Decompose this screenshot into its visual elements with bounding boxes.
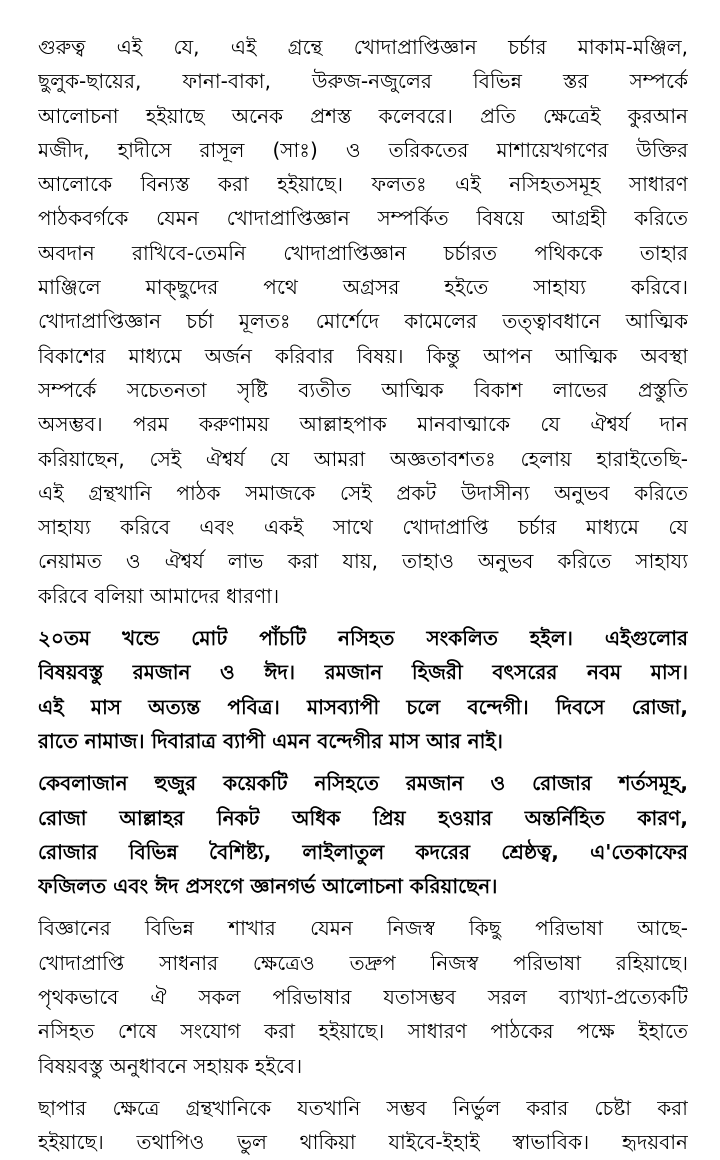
text-line: ছুলুক-ছায়ের, ফানা-বাকা, উরুজ-নজুলের বিভিন্ন স্তর সম্পর্কে <box>38 69 688 94</box>
text-line: খোদাপ্রাপ্তিজ্ঞান চর্চা মূলতঃ মোর্শেদে কামেলের তত্ত্বাবধানে আত্মিক <box>38 309 688 334</box>
text-line: অবদান রাখিবে-তেমনি খোদাপ্রাপ্তিজ্ঞান চর্চারত পথিককে তাহার <box>38 240 688 265</box>
document-page <box>38 30 688 1155</box>
text-line: মাঞ্জিলে মাক্ছুদের পথে অগ্রসর হইতে সাহায্য করিবে। <box>38 275 688 300</box>
text-line: সাহায্য করিবে এবং একই সাথে খোদাপ্রাপ্তি চর্চার মাধ্যমে যে <box>38 515 688 540</box>
text-line: গুরুত্ব এই যে, এই গ্রন্থে খোদাপ্রাপ্তিজ্ঞান চর্চার মাকাম-মঞ্জিল, <box>38 35 688 59</box>
text-line: ২০তম খন্ডে মোট পাঁচটি নসিহত সংকলিত হইল। এইগুলোর <box>38 626 688 651</box>
text-line: অসম্ভব। পরম করুণাময় আল্লাহপাক মানবাত্মাকে যে ঐশ্বর্য দান <box>38 412 688 437</box>
text-line: আলোকে বিন্যস্ত করা হইয়াছে। ফলতঃ এই নসিহতসমূহ সাধারণ <box>38 172 688 197</box>
text-line: করিয়াছেন, সেই ঐশ্বর্য যে আমরা অজ্ঞতাবশতঃ হেলায় হারাইতেছি- <box>38 446 688 471</box>
text-line: রাতে নামাজ। দিবারাত্র ব্যাপী এমন বন্দেগীর মাস আর নাই। <box>38 728 503 753</box>
text-line: রোজা আল্লাহর নিকট অধিক প্রিয় হওয়ার অন্তর্নিহিত কারণ, <box>38 805 688 830</box>
text-line: বিষয়বস্তু রমজান ও ঈদ। রমজান হিজরী বৎসরের নবম মাস। <box>38 660 688 685</box>
text-line: এই মাস অত্যন্ত পবিত্র। মাসব্যাপী চলে বন্দেগী। দিবসে রোজা, <box>38 694 688 719</box>
text-line: সম্পর্কে সচেতনতা সৃষ্টি ব্যতীত আত্মিক বিকাশ লাভের প্রস্তুতি <box>38 377 688 402</box>
text-line: বিকাশের মাধ্যমে অর্জন করিবার বিষয়। কিন্তু আপন আত্মিক অবস্থা <box>38 343 688 368</box>
text-line: খোদাপ্রাপ্তি সাধনার ক্ষেত্রেও তদ্রুপ নিজস্ব পরিভাষা রহিয়াছে। <box>38 950 688 975</box>
text-line: ফজিলত এবং ঈদ প্রসংগে জ্ঞানগর্ভ আলোচনা করিয়াছেন। <box>38 874 498 899</box>
text-line: আলোচনা হইয়াছে অনেক প্রশস্ত কলেবরে। প্রতি ক্ষেত্রেই কুরআন <box>38 103 688 128</box>
paragraph-ramadan-topics <box>38 766 688 903</box>
text-line: মজীদ, হাদীসে রাসূল (সাঃ) ও তরিকতের মাশায়েখগণের উক্তির <box>38 137 688 162</box>
text-line: নেয়ামত ও ঐশ্বর্য লাভ করা যায়, তাহাও অনুভব করিতে সাহায্য <box>38 549 688 574</box>
paragraph-terminology <box>38 911 688 1082</box>
paragraph-printing-note <box>38 1091 688 1160</box>
paragraph-intro <box>38 30 688 613</box>
text-line: নসিহত শেষে সংযোগ করা হইয়াছে। সাধারণ পাঠকের পক্ষে ইহাতে <box>38 1019 688 1044</box>
text-line: করিবে বলিয়া আমাদের ধারণা। <box>38 583 280 608</box>
text-line: ছাপার ক্ষেত্রে গ্রন্থখানিকে যতখানি সম্ভব নির্ভুল করার চেষ্টা করা <box>38 1095 688 1120</box>
text-line: হইয়াছে। তথাপিও ভুল থাকিয়া যাইবে-ইহাই স্বাভাবিক। হৃদয়বান <box>38 1130 688 1155</box>
text-line: পাঠকবর্গকে যেমন খোদাপ্রাপ্তিজ্ঞান সম্পর্কিত বিষয়ে আগ্রহী করিতে <box>38 206 688 231</box>
text-line: বিজ্ঞানের বিভিন্ন শাখার যেমন নিজস্ব কিছু পরিভাষা আছে- <box>38 916 688 941</box>
paragraph-volume-summary <box>38 621 688 758</box>
text-line: রোজার বিভিন্ন বৈশিষ্ট্য, লাইলাতুল কদরের শ্রেষ্ঠত্ব, এ'তেকাফের <box>38 839 688 864</box>
text-line: এই গ্রন্থখানি পাঠক সমাজকে সেই প্রকট উদাসীন্য অনুভব করিতে <box>38 480 688 505</box>
text-line: বিষয়বস্তু অনুধাবনে সহায়ক হইবে। <box>38 1053 303 1078</box>
text-line: পৃথকভাবে ঐ সকল পরিভাষার যতাসম্ভব সরল ব্যাখ্যা-প্রত্যেকটি <box>38 985 688 1010</box>
text-line: কেবলাজান হুজুর কয়েকটি নসিহতে রমজান ও রোজার শর্তসমূহ, <box>38 771 688 796</box>
